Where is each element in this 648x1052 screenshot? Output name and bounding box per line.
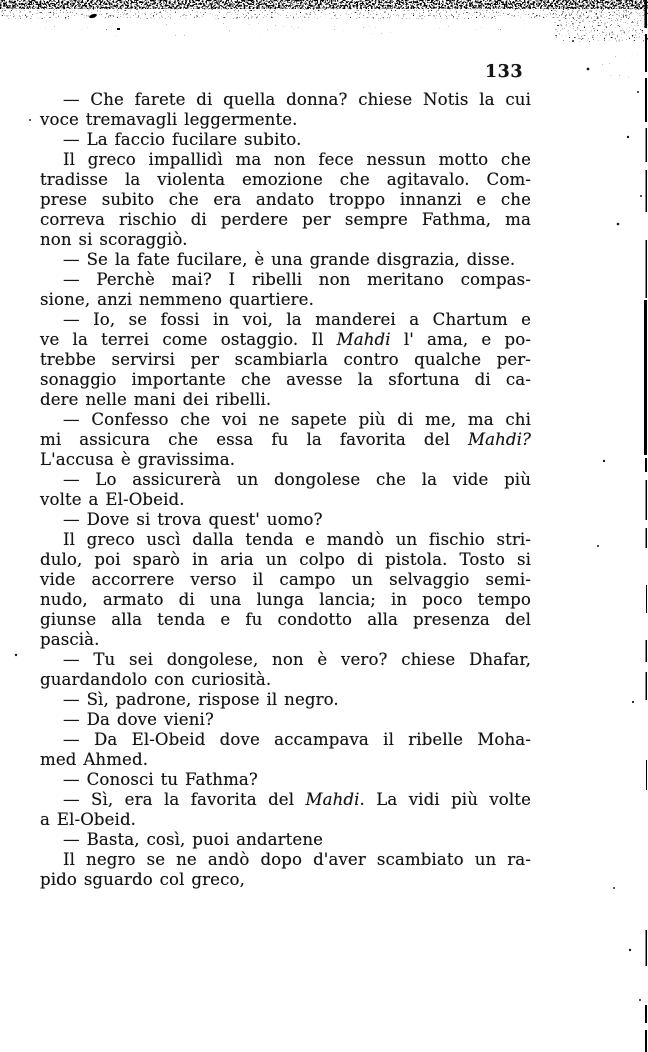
text-line: ve la terrei come ostaggio. Il Mahdi l' ama, e po- bbox=[40, 330, 532, 349]
text-line: — Da dove vieni? bbox=[63, 710, 214, 729]
text-line: nudo, armato di una lunga lancia; in poco tempo bbox=[40, 590, 531, 609]
text-line: a El-Obeid. bbox=[40, 810, 137, 829]
text-line: correva rischio di perdere per sempre Fathma, ma bbox=[40, 210, 531, 229]
text-line: — Confesso che voi ne sapete più di me, ma chi bbox=[63, 410, 531, 429]
ink-blob bbox=[89, 13, 98, 19]
text-line: sione, anzi nemmeno quartiere. bbox=[40, 290, 314, 309]
text-line: — Conosci tu Fathma? bbox=[63, 770, 258, 789]
text-line: — Sì, era la favorita del Mahdi. La vidi più volte bbox=[63, 790, 531, 809]
text-line: — Da El-Obeid dove accampava il ribelle Moha- bbox=[63, 730, 531, 749]
text-line: dere nelle mani dei ribelli. bbox=[40, 390, 272, 409]
text-line: guardandolo con curiosità. bbox=[40, 670, 272, 689]
text-line: giunse alla tenda e fu condotto alla presenza del bbox=[40, 610, 531, 629]
text-line: tradisse la violenta emozione che agitavalo. Com- bbox=[40, 170, 531, 189]
text-line: — Io, se fossi in voi, la manderei a Chartum e bbox=[63, 310, 531, 329]
text-line: — Sì, padrone, rispose il negro. bbox=[63, 690, 339, 709]
text-line: — Se la fate fucilare, è una grande disgrazia, disse. bbox=[63, 250, 516, 269]
text-line: med Ahmed. bbox=[40, 750, 149, 769]
text-line: mi assicura che essa fu la favorita del Mahdi? bbox=[40, 430, 531, 449]
text-line: volte a El-Obeid. bbox=[40, 490, 185, 509]
text-line: — Lo assicurerà un dongolese che la vide più bbox=[63, 470, 531, 489]
text-block bbox=[40, 90, 531, 890]
text-line: pido sguardo col greco, bbox=[40, 870, 245, 889]
top-noise-band bbox=[0, 0, 648, 90]
text-line: non si scoraggiò. bbox=[40, 230, 188, 249]
text-line: L'accusa è gravissima. bbox=[40, 450, 236, 469]
text-line: Il greco impallidì ma non fece nessun motto che bbox=[63, 150, 531, 169]
text-line: prese subito che era andato troppo innanzi e che bbox=[40, 190, 531, 209]
text-line: — Dove si trova quest' uomo? bbox=[63, 510, 323, 529]
ink-blob bbox=[117, 28, 120, 30]
text-line: Il negro se ne andò dopo d'aver scambiato un ra- bbox=[63, 850, 531, 869]
text-line: — Che farete di quella donna? chiese Notis la cui bbox=[63, 90, 531, 109]
text-line: vide accorrere verso il campo un selvaggio semi- bbox=[40, 570, 531, 589]
scanner-edge-line bbox=[644, 0, 647, 1052]
text-line: dulo, poi sparò in aria un colpo di pistola. Tosto si bbox=[40, 550, 531, 569]
text-line: sonaggio importante che avesse la sfortuna di ca- bbox=[40, 370, 531, 389]
text-line: — Perchè mai? I ribelli non meritano compas- bbox=[63, 270, 531, 289]
text-line: pascià. bbox=[40, 630, 100, 649]
text-line: Il greco uscì dalla tenda e mandò un fischio stri- bbox=[63, 530, 531, 549]
text-line: — Basta, così, puoi andartene bbox=[63, 830, 324, 849]
text-line: — Tu sei dongolese, non è vero? chiese Dhafar, bbox=[63, 650, 531, 669]
page-number: 133 bbox=[484, 62, 524, 82]
text-line: voce tremavagli leggermente. bbox=[40, 110, 298, 129]
text-line: trebbe servirsi per scambiarla contro qualche per- bbox=[40, 350, 531, 369]
text-line: — La faccio fucilare subito. bbox=[63, 130, 302, 149]
